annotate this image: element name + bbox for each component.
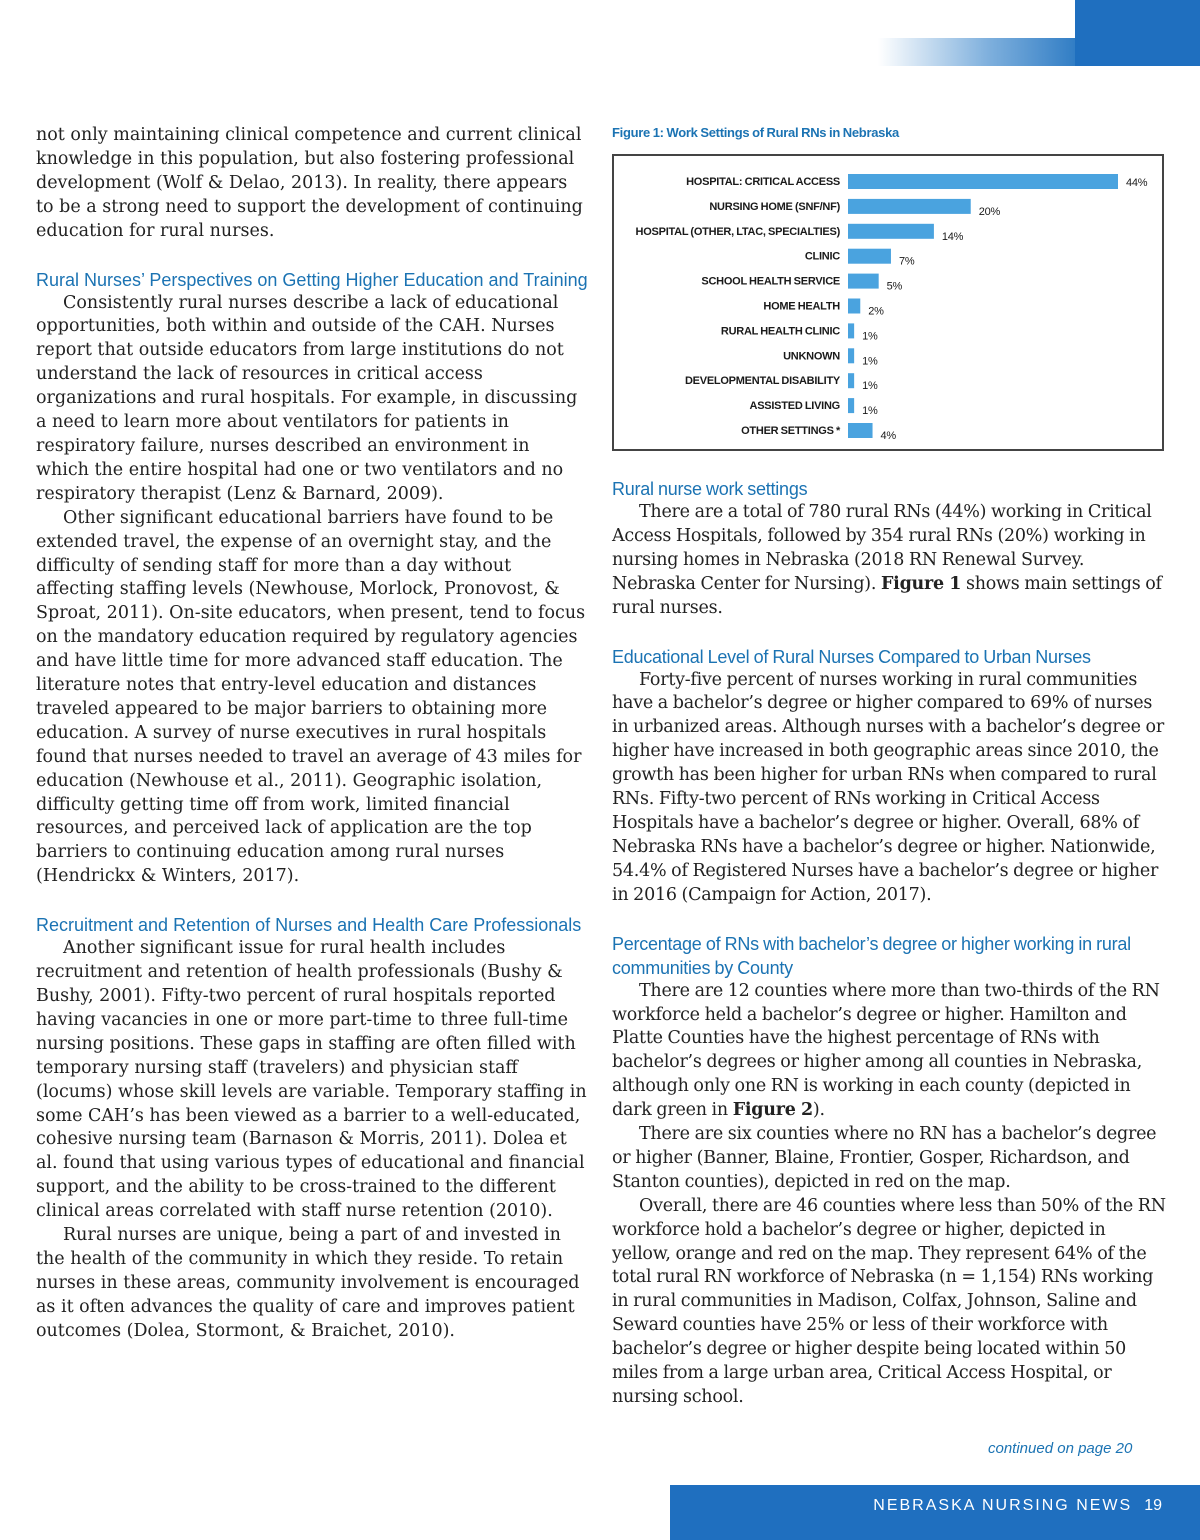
section-heading-educational-level: Educational Level of Rural Nurses Compared to Urban Nurses	[612, 646, 1091, 667]
body-paragraph: There are six counties where no RN has a bachelor’s degree or higher (Banner, Blaine, Frontier, Gosper, Richardson, and Stanton counties), depicted in red on the map.	[612, 1124, 1157, 1192]
county-text: There are 12 counties where more than two-thirds of the RN workforce held a bachelor’s degree or higher. Hamilton and Platte Counties have the highest percentage of RNs with bachelor’s degrees or higher among all counties in Nebraska, although only one RN is working in each county (depicted in dark green in	[612, 980, 1160, 1121]
section-heading-recruitment-retention: Recruitment and Retention of Nurses and Health Care Professionals	[36, 915, 582, 936]
bar	[848, 274, 879, 289]
left-column	[36, 124, 588, 1344]
bar-category-label: OTHER SETTINGS *	[741, 425, 840, 437]
bar-category-label: HOME HEALTH	[763, 300, 840, 313]
bar-category-label: HOSPITAL: CRITICAL ACCESS	[686, 176, 840, 188]
body-paragraph	[612, 980, 1168, 1123]
bar-value-label: 4%	[880, 430, 896, 442]
work-settings-text-end: shows main settings of rural nurses.	[612, 573, 1162, 618]
bar-category-label: ASSISTED LIVING	[749, 400, 840, 413]
work-settings-text: There are a total of 780 rural RNs (44%) working in Critical Access Hospitals, followed by 354 rural RNs (20%) working in nursing homes in Nebraska (2018 RN Renewal Survey. Nebraska Center for Nursing).	[612, 502, 1152, 594]
bar-chart-svg	[614, 156, 1166, 453]
bar-value-label: 1%	[862, 330, 878, 343]
bar	[848, 423, 873, 438]
bar-value-label: 1%	[862, 355, 878, 368]
body-paragraph: Rural nurses are unique, being a part of and invested in the health of the community in which they reside. To retain nurses in these areas, community involvement is encouraged as it often advances the quality of care and improves patient outcomes (Dolea, Stormont, & Braichet, 2010).	[36, 1225, 580, 1341]
publication-name: NEBRASKA NURSING NEWS	[873, 1496, 1133, 1514]
bar	[848, 398, 854, 413]
bar	[848, 249, 891, 264]
bar-category-label: RURAL HEALTH CLINIC	[720, 325, 840, 338]
body-paragraph: Forty-five percent of nurses working in rural communities have a bachelor’s degree or higher compared to 69% of nurses in urbanized areas. Although nurses with a bachelor’s degree or higher have increased in both geographic areas since 2010, the growth has been higher for urban RNs when compared to rural RNs. Fifty-two percent of RNs working in Critical Access Hospitals have a bachelor’s degree or higher. Overall, 68% of Nebraska RNs have a bachelor’s degree or higher. Nationwide, 54.4% of Registered Nurses have a bachelor’s degree or higher in 2016 (Campaign for Action, 2017).	[612, 669, 1164, 905]
bar	[848, 224, 934, 239]
footer-bar	[670, 1485, 1200, 1540]
bar-value-label: 44%	[1126, 177, 1148, 189]
figure-1-chart	[612, 154, 1164, 451]
county-text-end: ).	[812, 1100, 825, 1121]
bar-value-label: 14%	[941, 230, 964, 243]
header-color-block	[1075, 0, 1200, 66]
intro-paragraph: not only maintaining clinical competence and current clinical knowledge in this population, but also fostering professional development (Wolf & Delao, 2013). In reality, there appears to be a strong need to support the development of continuing education for rural nurses.	[36, 125, 583, 241]
header-gradient-stripe	[878, 38, 1078, 66]
bar-value-label: 7%	[898, 255, 915, 268]
figure-2-reference: Figure 2	[732, 1100, 813, 1121]
body-paragraph: Another significant issue for rural health includes recruitment and retention of health professionals (Bushy & Bushy, 2001). Fifty-two percent of rural hospitals reported having vacancies in one or more part-time to three full-time nursing positions. These gaps in staffing are often filled with temporary nursing staff (travelers) and physician staff (locums) whose skill levels are variable. Temporary staffing in some CAH’s has been viewed as a barrier to a well-educated, cohesive nursing team (Barnason & Morris, 2011). Dolea et al. found that using various types of educational and financial support, and the ability to be cross-trained to the different clinical areas correlated with staff nurse retention (2010).	[36, 938, 587, 1222]
section-heading-higher-education: Rural Nurses’ Perspectives on Getting Higher Education and Training	[36, 269, 588, 290]
page-number: 19	[1144, 1496, 1162, 1514]
bar	[848, 373, 854, 388]
body-paragraph: Other significant educational barriers have found to be extended travel, the expense of an overnight stay, and the difficulty of sending staff for more than a day without affecting staffing levels (Newhouse, Morlock, Pronovost, & Sproat, 2011). On-site educators, when present, tend to focus on the mandatory education required by regulatory agencies and have little time for more advanced staff education. The literature notes that entry-level education and distances traveled appeared to be major barriers to obtaining more education. A survey of nurse executives in rural hospitals found that nurses needed to travel an average of 43 miles for education (Newhouse et al., 2011). Geographic isolation, difficulty getting time off from work, limited financial resources, and perceived lack of application are the top barriers to continuing education among rural nurses (Hendrickx & Winters, 2017).	[36, 507, 586, 887]
bar-category-label: UNKNOWN	[783, 350, 840, 363]
bar-value-label: 1%	[862, 380, 878, 393]
bar-category-label: SCHOOL HEALTH SERVICE	[701, 275, 840, 288]
right-column	[612, 124, 1168, 1410]
figure-1-caption: Figure 1: Work Settings of Rural RNs in Nebraska	[612, 125, 899, 140]
bar	[848, 199, 971, 214]
body-paragraph: Consistently rural nurses describe a lack of educational opportunities, both within and outside of the CAH. Nurses report that outside educators from large institutions do not understand the lack of resources in critical access organizations and rural hospitals. For example, in discussing a need to learn more about ventilators for patients in respiratory failure, nurses described an environment in which the entire hospital had one or two ventilators and no respiratory therapist (Lenz & Barnard, 2009).	[36, 292, 578, 504]
section-heading-bachelor-by-county: Percentage of RNs with bachelor’s degree or higher working in rural communities by County	[612, 933, 1131, 978]
body-paragraph: Overall, there are 46 counties where less than 50% of the RN workforce hold a bachelor’s degree or higher, depicted in yellow, orange and red on the map. They represent 64% of the total rural RN workforce of Nebraska (n = 1,154) RNs working in rural communities in Madison, Colfax, Johnson, Saline and Seward counties have 25% or less of their workforce with bachelor’s degree or higher despite being located within 50 miles from a large urban area, Critical Access Hospital, or nursing school.	[612, 1195, 1166, 1407]
bar-value-label: 5%	[886, 280, 903, 293]
bar-category-label: DEVELOPMENTAL DISABILITY	[684, 375, 840, 388]
bar-value-label: 20%	[978, 205, 1001, 218]
bar	[848, 348, 854, 363]
bar-category-label: CLINIC	[804, 250, 840, 263]
bar	[848, 299, 860, 314]
section-heading-work-settings: Rural nurse work settings	[612, 479, 808, 499]
bar-value-label: 2%	[868, 305, 884, 318]
bar-category-label: NURSING HOME (SNF/NF)	[709, 200, 840, 213]
bar-value-label: 1%	[862, 405, 878, 418]
bar	[848, 323, 854, 338]
figure-1-reference: Figure 1	[881, 573, 962, 594]
bar	[848, 174, 1118, 189]
bar-category-label: HOSPITAL (OTHER, LTAC, SPECIALTIES)	[635, 225, 840, 238]
continued-note: continued on page 20	[988, 1440, 1133, 1457]
body-paragraph	[612, 501, 1168, 621]
